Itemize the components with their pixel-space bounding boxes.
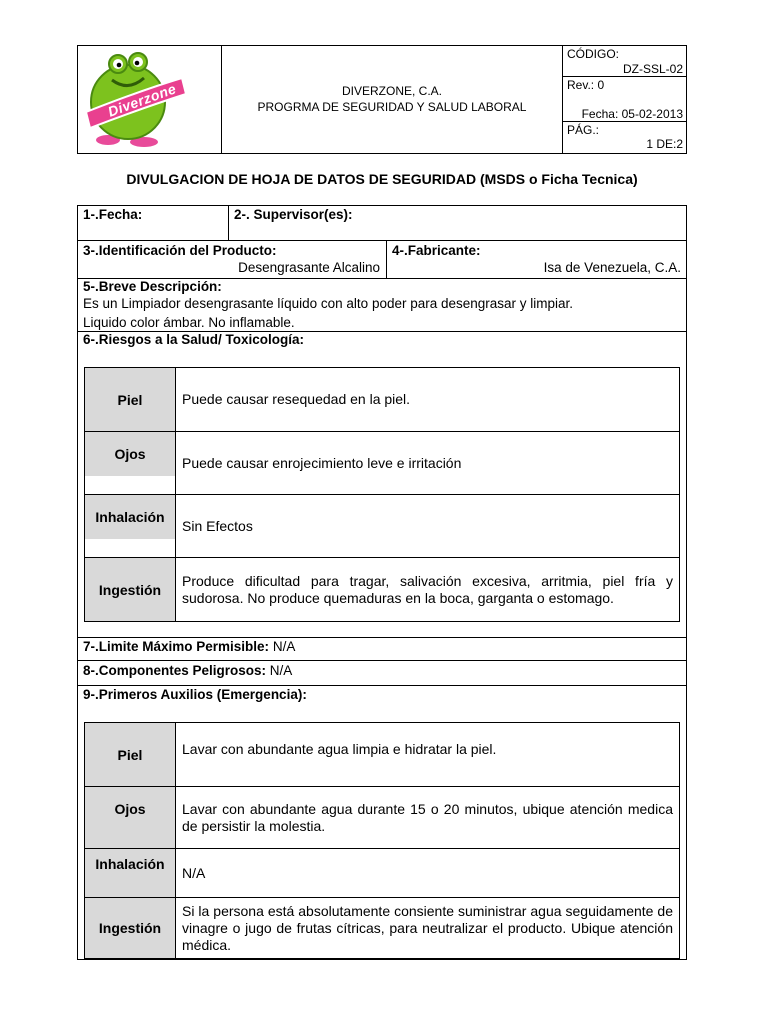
header-divider-3: [562, 76, 687, 77]
divider-row7: [77, 660, 687, 661]
riesgos-row-piel-text: Puede causar resequedad en la piel.: [182, 391, 411, 407]
company-name: DIVERZONE, C.A.: [341, 84, 442, 98]
fabricante-value: Isa de Venezuela, C.A.: [543, 260, 681, 275]
riesgos-label: 6-.Riesgos a la Salud/ Toxicología:: [83, 332, 305, 347]
producto-value: Desengrasante Alcalino: [238, 260, 380, 275]
header-divider-4: [562, 121, 687, 122]
limite-label: 7-.Limite Máximo Permisible:: [83, 639, 270, 654]
logo-text: Diverzone: [105, 80, 179, 120]
document-title: DIVULGACION DE HOJA DE DATOS DE SEGURIDAD (MSDS o Ficha Tecnica): [126, 171, 638, 187]
divider-row4: [77, 637, 687, 638]
divider-row1: [77, 240, 687, 241]
fecha-label: 1-.Fecha:: [83, 207, 143, 222]
codigo-value: DZ-SSL-02: [622, 62, 683, 76]
auxilios-row-inhalacion-text: N/A: [182, 864, 206, 881]
auxilios-row-ojos-text: Lavar con abundante agua durante 15 o 20 minutos, ubique atención medica de persistir la molestia.: [182, 800, 673, 834]
riesgos-row-inhalacion-label: Inhalación: [85, 495, 175, 539]
program-name: PROGRMA DE SEGURIDAD Y SALUD LABORAL: [257, 100, 527, 114]
divider-row2-vertical: [386, 240, 387, 278]
auxilios-row-ingestion-label: Ingestión: [85, 898, 175, 958]
riesgos-row-piel-label: Piel: [85, 368, 175, 431]
supervisor-label: 2-. Supervisor(es):: [234, 207, 353, 222]
riesgos-row-ojos-label: Ojos: [85, 432, 175, 476]
auxilios-row-inhalacion-label: Inhalación: [85, 849, 175, 879]
divider-row1-vertical: [228, 205, 229, 241]
limite-value: N/A: [269, 639, 296, 654]
producto-label: 3-.Identificación del Producto:: [83, 243, 277, 258]
pag-label: PÁG.:: [567, 123, 600, 137]
divider-row8: [77, 685, 687, 686]
auxilios-row-piel-text: Lavar con abundante agua limpia e hidratar la piel.: [182, 741, 497, 757]
rev-label: Rev.: 0: [567, 78, 605, 92]
codigo-label: CÓDIGO:: [567, 47, 620, 61]
pag-value: 1 DE:2: [646, 137, 683, 151]
auxilios-row-ojos-label: Ojos: [85, 787, 175, 830]
componentes-row: [83, 663, 292, 679]
limite-row: [83, 639, 295, 655]
riesgos-row-ingestion-text: Produce dificultad para tragar, salivación excesiva, arritmia, piel fría y sudorosa. No produce quemaduras en la boca, garganta o estomago.: [182, 572, 673, 606]
auxilios-row-piel-label: Piel: [85, 723, 175, 786]
riesgos-row-ingestion-label: Ingestión: [85, 558, 175, 621]
fecha-header: Fecha: 05-02-2013: [581, 107, 683, 121]
fabricante-label: 4-.Fabricante:: [392, 243, 481, 258]
diverzone-logo: [82, 50, 218, 150]
componentes-value: N/A: [266, 663, 293, 678]
riesgos-row-ojos-text: Puede causar enrojecimiento leve e irritación: [182, 454, 462, 471]
auxilios-row-ingestion-text: Si la persona está absolutamente consiente suministrar agua seguidamente de vinagre o jugo de frutas cítricas, para neutralizar el producto. Ubique atención médica.: [182, 902, 673, 953]
componentes-label: 8-.Componentes Peligrosos:: [83, 663, 267, 678]
riesgos-row-inhalacion-text: Sin Efectos: [182, 517, 253, 534]
auxilios-label: 9-.Primeros Auxilios (Emergencia):: [83, 687, 307, 702]
descripcion-line2: Liquido color ámbar. No inflamable.: [83, 315, 295, 330]
descripcion-line1: Es un Limpiador desengrasante líquido con alto poder para desengrasar y limpiar.: [83, 296, 574, 311]
descripcion-label: 5-.Breve Descripción:: [83, 279, 222, 294]
